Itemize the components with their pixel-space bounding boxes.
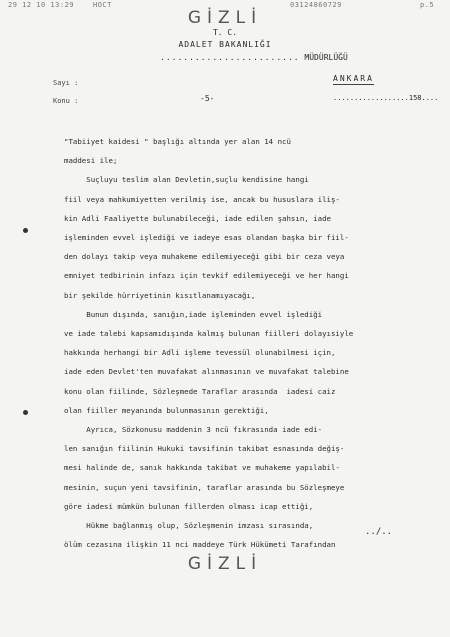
body-line: ve iade talebi kapsamıdışında kalmış bulunan fiilleri dolayısiyle — [64, 329, 354, 339]
directorate-label: MÜDÜRLÜĞÜ — [304, 53, 348, 62]
fax-sender: HOCT — [93, 1, 112, 9]
body-line: emniyet tedbirinin infazı için tevkif edilemiyeceği ve her hangi — [64, 271, 349, 281]
ministry-heading: ADALET BAKANLIĞI — [178, 40, 272, 49]
body-line: ölüm cezasına ilişkin 11 nci maddeye Türk Hükümeti Tarafından — [64, 540, 336, 550]
continuation-mark: ../.. — [365, 527, 393, 537]
directorate-line — [160, 53, 348, 62]
body-line: konu olan fiilinde, Sözleşmede Taraflar arasında iadesi caiz — [64, 386, 336, 396]
konu-label: Konu : — [53, 97, 79, 105]
fax-datetime: 29 12 10 13:29 — [8, 1, 75, 9]
body-line: göre iadesi mümkün bulunan fillerden olması icap ettiği, — [64, 501, 314, 511]
body-line: Bunun dışında, sanığın,iade işleminden evvel işlediği — [64, 309, 323, 319]
directorate-dots: ........................ — [160, 53, 300, 62]
page-number: -5- — [200, 94, 215, 103]
body-line: Ayrıca, Sözkonusu maddenin 3 ncü fıkrasında iade edi- — [64, 425, 323, 435]
body-line: den dolayı takip veya muhakeme edilemiyeceği gibi bir ceza veya — [64, 252, 345, 262]
body-line: Suçluyu teslim alan Devletin,suçlu kendisine hangi — [64, 175, 309, 185]
body-line: maddesi ile; — [64, 156, 118, 166]
body-line: hakkında herhangi bir Adli işleme tevessül olunabilmesi için, — [64, 348, 336, 358]
fax-number: 03124860729 — [290, 1, 342, 9]
body-line: işleminden evvel işlediği ve iadeye esas olandan başka bir fiil- — [64, 233, 349, 243]
body-line: kin Adli Faaliyette bulunabileceği, iade edilen şahsın, iade — [64, 213, 331, 223]
hole-punch-mark — [23, 410, 28, 415]
classification-top: GİZLİ — [187, 8, 263, 28]
body-line: "Tabiiyet kaidesi " başlığı altında yer alan 14 ncü — [64, 137, 291, 146]
city-label: ANKARA — [333, 74, 374, 83]
date-line: ..................158.... — [333, 94, 439, 102]
fax-page: p.5 — [420, 1, 435, 9]
body-line: mesi halinde de, sanık hakkında takibat ve muhakeme yapılabil- — [64, 463, 340, 473]
body-line: Hükme bağlanmış olup, Sözleşmenin imzası sırasında, — [64, 521, 314, 531]
body-line: len sanığın fiilinin Hukuki tavsifinin takibat esnasında değiş- — [64, 444, 345, 454]
body-line: olan fiiller meyanında bulunmasının gerektiği, — [64, 405, 269, 415]
body-line: bir şekilde hürriyetinin kısıtlanamıyacağı, — [64, 290, 256, 300]
body-line: fiil veya mahkumiyetten verilmiş ise, ancak bu hususlara iliş- — [64, 194, 340, 204]
body-line: iade eden Devlet'ten muvafakat alınmasının ve muvafakat talebine — [64, 367, 349, 377]
hole-punch-mark — [23, 228, 28, 233]
tc-heading: T. C. — [212, 28, 238, 37]
body-text — [64, 132, 409, 554]
classification-bottom: GİZLİ — [187, 554, 263, 574]
body-line: mesinin, suçun yeni tavsifinin, taraflar arasında bu Sözleşmeye — [64, 482, 345, 492]
sayi-label: Sayı : — [53, 79, 79, 87]
